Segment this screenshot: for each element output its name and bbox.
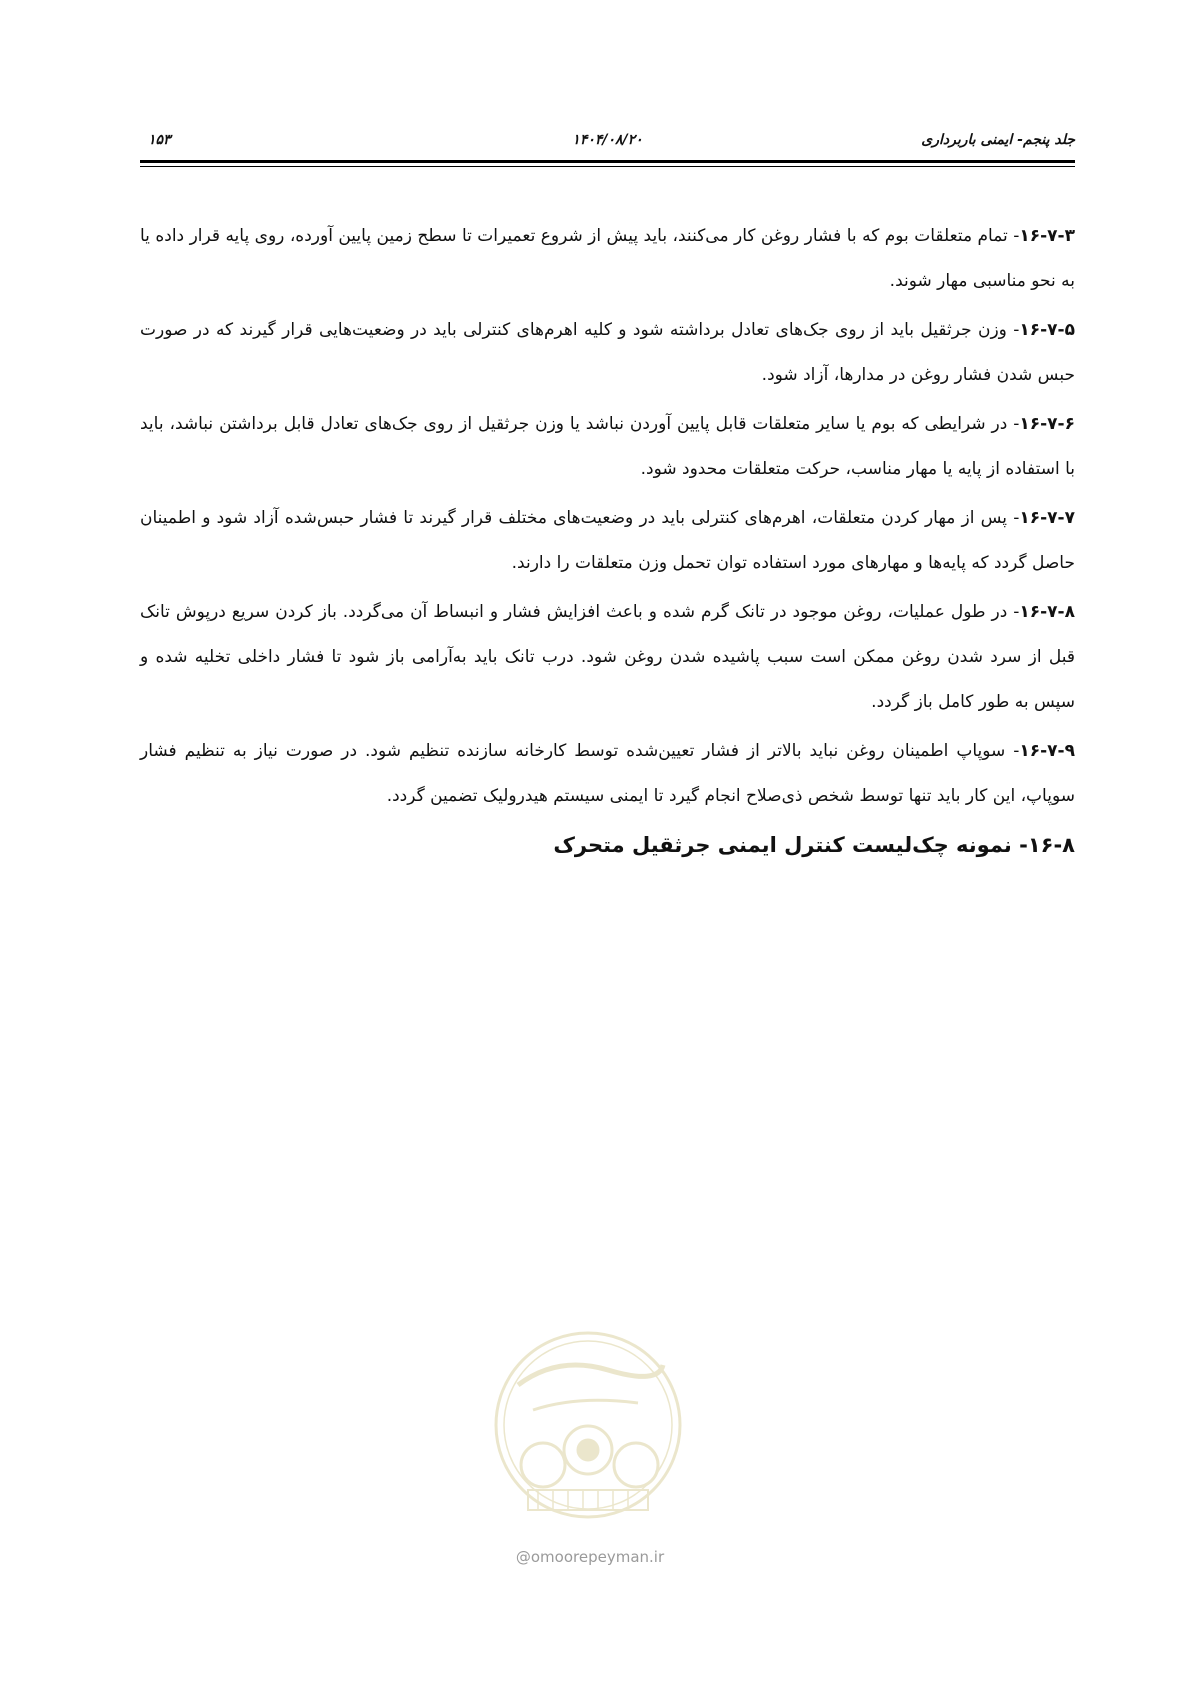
section-heading: ۱۶-۸- نمونه چک‌لیست کنترل ایمنی جرثقیل متحرک	[553, 833, 1075, 857]
watermark-url: @omoorepeyman.ir	[515, 1548, 665, 1566]
paragraph-text: - پس از مهار کردن متعلقات، اهرم‌های کنترلی باید در وضعیت‌های مختلف قرار گیرند تا فشار حبس‌شده آزاد شود و اطمینان حاصل گردد که پایه‌ها و مهارهای مورد استفاده توان تحمل وزن متعلقات را دارند.	[140, 508, 1075, 573]
paragraph-text: - تمام متعلقات بوم که با فشار روغن کار می‌کنند، باید پیش از شروع تعمیرات تا سطح زمین پایین آورده، روی پایه قرار داده یا به نحو مناسبی مهار شوند.	[140, 226, 1075, 291]
page-number: ۱۵۳	[148, 132, 171, 148]
paragraph	[140, 214, 1075, 304]
clause-number: ۱۶-۷-۳	[1019, 226, 1075, 246]
paragraph	[140, 308, 1075, 398]
clause-number: ۱۶-۷-۸	[1019, 602, 1075, 622]
clause-number: ۱۶-۷-۷	[1019, 508, 1075, 528]
paragraph	[140, 402, 1075, 492]
paragraph	[140, 590, 1075, 725]
paragraph	[140, 496, 1075, 586]
paragraph-text: - در طول عملیات، روغن موجود در تانک گرم شده و باعث افزایش فشار و انبساط آن می‌گردد. باز کردن سریع درپوش تانک قبل از سرد شدن روغن ممکن است سبب پاشیده شدن روغن شود. درب تانک باید به‌آرامی باز شود تا فشار داخلی تخلیه شده و سپس به طور کامل باز گردد.	[140, 602, 1075, 712]
header-rule-thin	[140, 166, 1075, 167]
header-date: ۱۴۰۴/۰۸/۲۰	[572, 132, 643, 148]
clause-number: ۱۶-۷-۶	[1019, 414, 1075, 434]
clause-number: ۱۶-۷-۵	[1019, 320, 1075, 340]
paragraph-text: - وزن جرثقیل باید از روی جک‌های تعادل برداشته شود و کلیه اهرم‌های کنترلی باید در وضعیت‌هایی قرار گیرند که در صورت حبس شدن فشار روغن در مدارها، آزاد شود.	[140, 320, 1075, 385]
page-header	[140, 128, 1075, 154]
paragraph-text: - سوپاپ اطمینان روغن نباید بالاتر از فشار تعیین‌شده توسط کارخانه سازنده تنظیم شود. در صورت نیاز به تنظیم فشار سوپاپ، این کار باید تنها توسط شخص ذی‌صلاح انجام گیرد تا ایمنی سیستم هیدرولیک تضمین گردد.	[140, 741, 1075, 806]
paragraph-text: - در شرایطی که بوم یا سایر متعلقات قابل پایین آوردن نباشد یا وزن جرثقیل از روی جک‌های تعادل قابل برداشتن نباشد، باید با استفاده از پایه یا مهار مناسب، حرکت متعلقات محدود شود.	[140, 414, 1075, 479]
watermark-logo-icon	[488, 1325, 688, 1585]
header-rule-thick	[140, 160, 1075, 163]
body-content	[140, 214, 1075, 823]
header-title: جلد پنجم- ایمنی باربرداری	[921, 132, 1075, 148]
paragraph	[140, 729, 1075, 819]
clause-number: ۱۶-۷-۹	[1019, 741, 1075, 761]
